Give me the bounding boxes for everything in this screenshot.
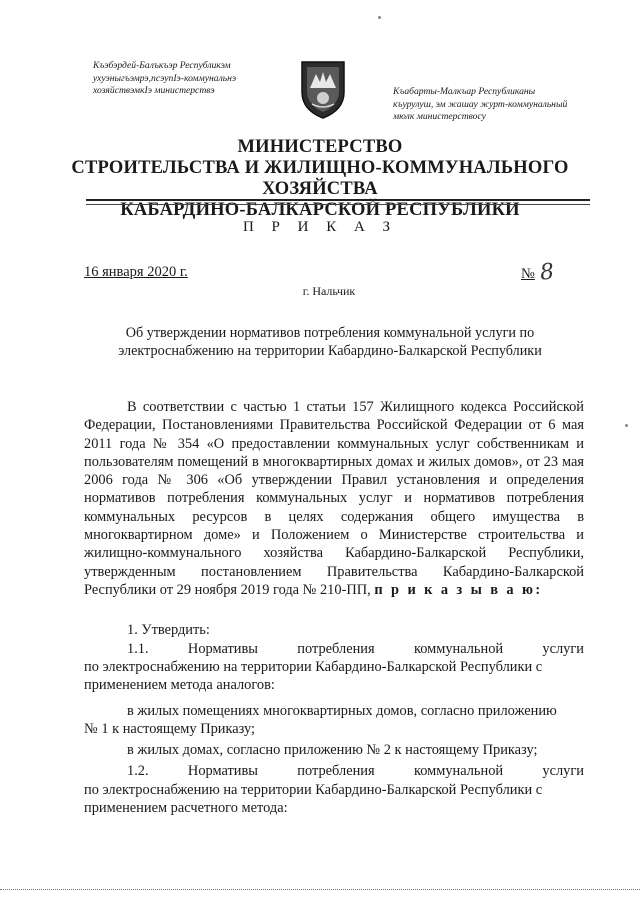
sub-item-a: в жилых помещениях многоквартирных домов, согласно приложению: [127, 703, 557, 719]
header-left-line: хозяйствэмкIэ министерствэ: [93, 85, 215, 96]
item-1: 1. Утвердить:: [127, 622, 210, 638]
item-1-1-heading: [84, 640, 584, 658]
header-left-line: ухуэныгъэмрэ,псэупIэ-коммунальнэ: [93, 72, 237, 84]
item-number: 1.1.: [127, 641, 149, 657]
order-word: п р и к а з ы в а ю:: [374, 581, 543, 598]
scan-speck: [378, 16, 381, 19]
coat-of-arms-icon: [298, 58, 348, 120]
header-right-line: мюлк министерствосу: [393, 111, 486, 122]
ministry-title-line: КАБАРДИНО-БАЛКАРСКОЙ РЕСПУБЛИКИ: [120, 200, 520, 220]
header-right-line: Къабарты-Малкъар Республиканы: [393, 86, 536, 97]
header-divider-thick: [86, 199, 590, 201]
item-word: коммунальной: [413, 763, 504, 779]
item-1-2-heading: [84, 762, 584, 780]
ministry-title: [40, 137, 600, 221]
sub-item-b: в жилых домах, согласно приложению № 2 к настоящему Приказу;: [127, 742, 538, 758]
item-1-2-text: применением расчетного метода:: [84, 800, 288, 816]
item-word: услуги: [542, 763, 584, 779]
sub-item-a-cont: № 1 к настоящему Приказу;: [84, 721, 256, 737]
item-1-1-text: по электроснабжению на территории Кабардино-Балкарской Республики с: [84, 659, 543, 675]
item-word: услуги: [542, 641, 584, 657]
document-type: П Р И К А З: [242, 219, 398, 235]
item-word: потребления: [297, 641, 375, 657]
scan-speck: [625, 424, 628, 427]
order-subject: Об утверждении нормативов потребления коммунальной услуги по электроснабжению на территории Кабардино-Балкарской Республики: [118, 325, 542, 359]
item-1-1-text: применением метода аналогов:: [84, 677, 275, 693]
ministry-title-line: МИНИСТЕРСТВО: [237, 137, 403, 157]
item-word: Нормативы: [187, 641, 258, 657]
preamble-paragraph: [84, 398, 584, 599]
item-word: коммунальной: [413, 641, 504, 657]
header-left-kabardian: [93, 60, 293, 98]
item-number: 1.2.: [127, 763, 149, 779]
item-1-2-text: по электроснабжению на территории Кабардино-Балкарской Республики с: [84, 782, 543, 798]
header-right-line: къурулуш, эм жашау журт-коммунальный: [393, 98, 568, 110]
preamble-text: В соответствии с частью 1 статьи 157 Жилищного кодекса Российской Федерации, Постановлениями Правительства Российской Федерации от 6 мая 2011 года № 354 «О предоставлении коммунальных услуг собственникам и пользователям помещений в многоквартирных домах и жилых домов», от 23 мая 2006 года № 306 «Об утверждении Правил установления и определения нормативов потребления коммунальных услуг и нормативов потребления коммунальных ресурсов в целях содержания общего имущества в многоквартирном доме» и Положением о Министерстве строительства и жилищно-коммунального хозяйства Кабардино-Балкарской Республики, утвержденным постановлением Правительства Кабардино-Балкарской Республики от 29 ноября 2019 года № 210-ПП,: [84, 399, 584, 598]
header-left-line: Къэбэрдей-Балъкъэр Республикэм: [93, 60, 231, 71]
city: г. Нальчик: [302, 284, 356, 298]
order-date: 16 января 2020 г.: [84, 264, 188, 280]
ministry-title-line: СТРОИТЕЛЬСТВА И ЖИЛИЩНО-КОММУНАЛЬНОГО ХОЗЯЙСТВА: [71, 158, 569, 199]
item-word: Нормативы: [187, 763, 258, 779]
order-number-handwritten: 8: [538, 259, 556, 286]
scan-edge-line: [0, 889, 640, 890]
order-number-label: №: [521, 266, 535, 282]
header-divider-thin: [86, 204, 590, 205]
item-word: потребления: [297, 763, 375, 779]
header-right-balkar: [393, 86, 623, 124]
